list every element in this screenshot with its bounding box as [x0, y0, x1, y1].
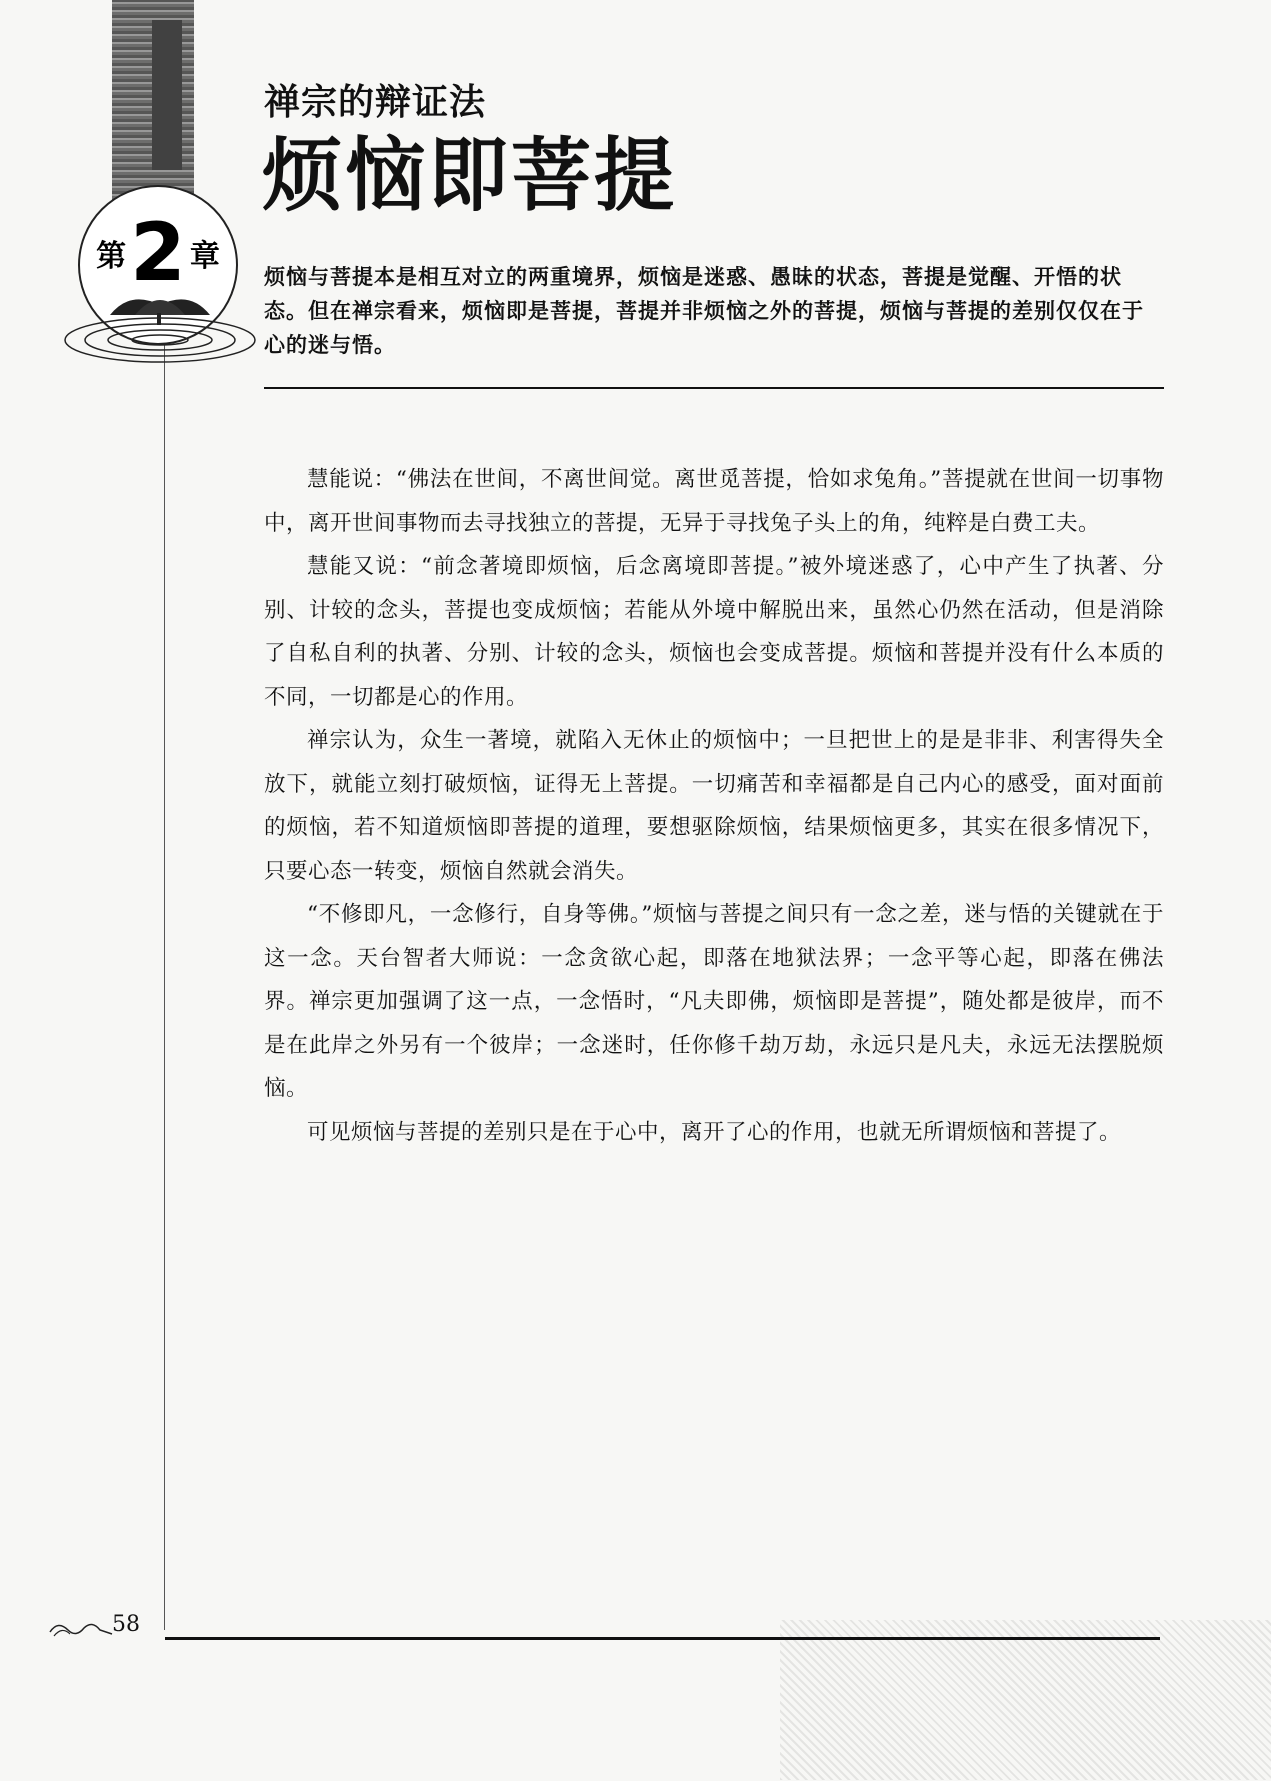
chapter-prefix: 第: [96, 239, 127, 274]
paragraph: “不修即凡，一念修行，自身等佛。”烦恼与菩提之间只有一念之差，迷与悟的关键就在于这一念。天台智者大师说：一念贪欲心起，即落在地狱法界；一念平等心起，即落在佛法界。禅宗更加强调了这一点，一念悟时，“凡夫即佛，烦恼即是菩提”，随处都是彼岸，而不是在此岸之外另有一个彼岸；一念迷时，任你修千劫万劫，永远只是凡夫，永远无法摆脱烦恼。: [264, 902, 1164, 1101]
paragraph: 禅宗认为，众生一著境，就陷入无休止的烦恼中；一旦把世上的是是非非、利害得失全放下，就能立刻打破烦恼，证得无上菩提。一切痛苦和幸福都是自己内心的感受，面对面前的烦恼，若不知道烦恼即菩提的道理，要想驱除烦恼，结果烦恼更多，其实在很多情况下，只要心态一转变，烦恼自然就会消失。: [264, 728, 1164, 884]
body-text: [264, 458, 1164, 1154]
water-ripple-icon: [60, 310, 260, 370]
abstract-divider: [264, 387, 1164, 389]
chapter-number: 2: [130, 206, 186, 299]
chapter-subtitle: 禅宗的辩证法: [264, 81, 487, 123]
paragraph: 慧能说：“佛法在世间，不离世间觉。离世觅菩提，恰如求兔角。”菩提就在世间一切事物中，离开世间事物而去寻找独立的菩提，无异于寻找兔子头上的角，纯粹是白费工夫。: [264, 467, 1164, 536]
paragraph: 慧能又说：“前念著境即烦恼，后念离境即菩提。”被外境迷惑了，心中产生了执著、分别、计较的念头，菩提也变成烦恼；若能从外境中解脱出来，虽然心仍然在活动，但是消除了自私自利的执著、分别、计较的念头，烦恼也会变成菩提。烦恼和菩提并没有什么本质的不同，一切都是心的作用。: [264, 554, 1164, 710]
margin-line: [164, 290, 165, 1630]
cloud-flourish-icon: [48, 1618, 114, 1640]
chapter-label: [80, 206, 236, 299]
chapter-suffix: 章: [189, 239, 220, 274]
chapter-title: 烦恼即菩提: [262, 128, 677, 222]
page-number: 58: [112, 1612, 140, 1637]
scan-noise: [780, 1620, 1271, 1780]
decorative-side-strip: [112, 0, 194, 215]
paragraph: 可见烦恼与菩提的差别只是在于心中，离开了心的作用，也就无所谓烦恼和菩提了。: [307, 1119, 1122, 1145]
chapter-abstract: 烦恼与菩提本是相互对立的两重境界，烦恼是迷惑、愚昧的状态，菩提是觉醒、开悟的状态。但在禅宗看来，烦恼即是菩提，菩提并非烦恼之外的菩提，烦恼与菩提的差别仅仅在于心的迷与悟。: [264, 264, 1144, 357]
